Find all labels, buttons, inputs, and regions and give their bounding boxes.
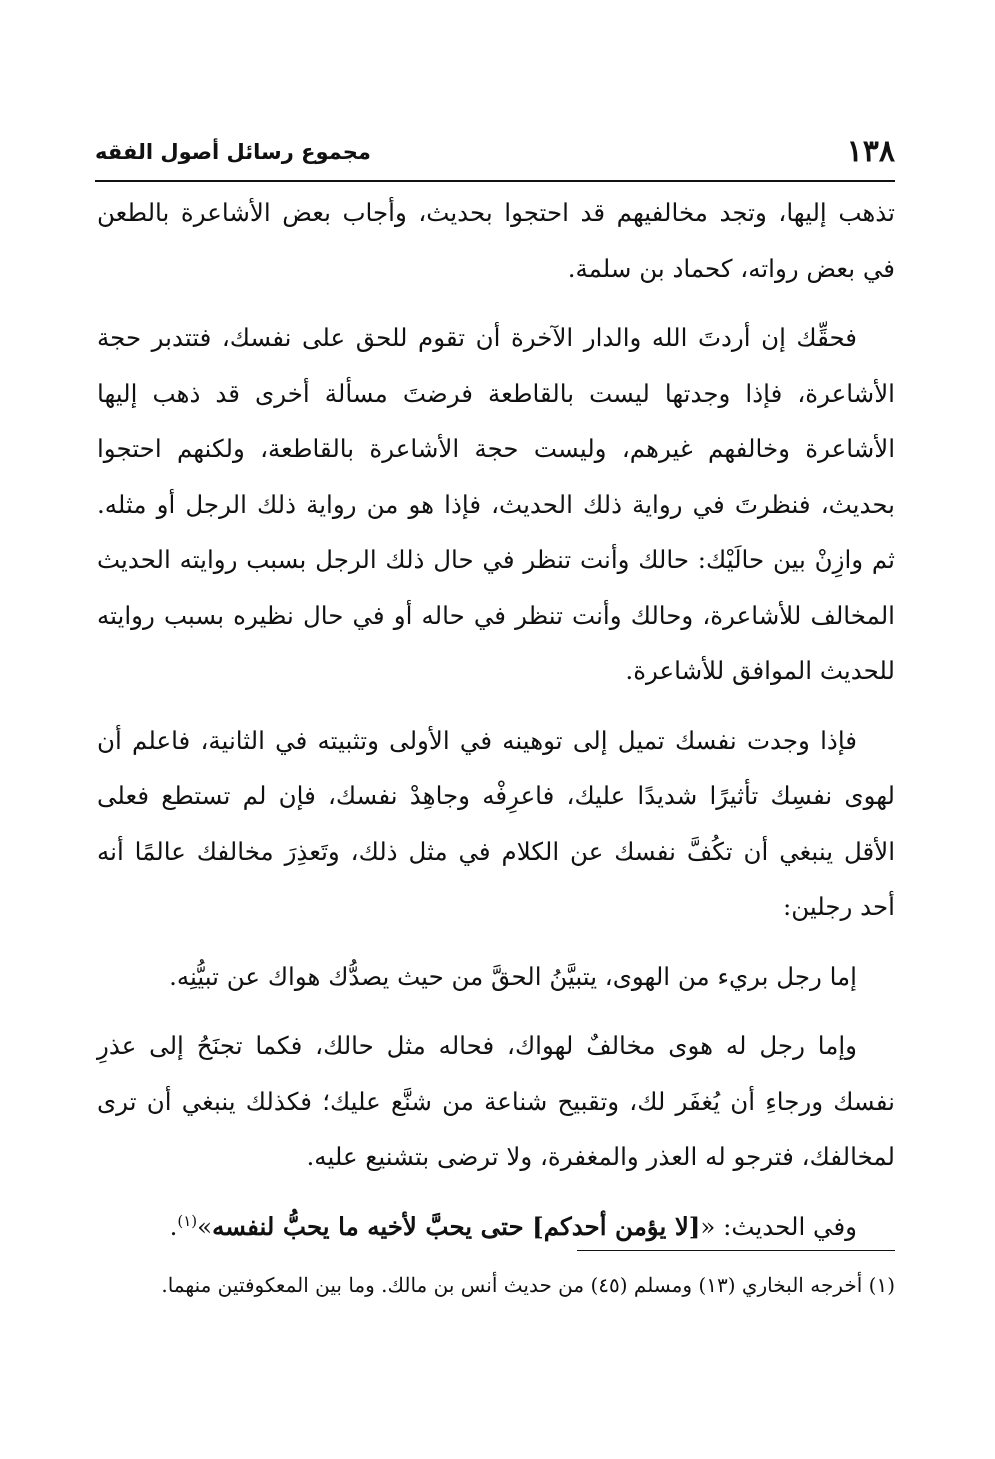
paragraph: إما رجل بريء من الهوى، يتبيَّنُ الحقَّ من حيث يصدُّك هواك عن تبيُّنِه. <box>169 961 857 991</box>
footnote-marker: (١) <box>177 1211 198 1230</box>
body-text <box>97 185 895 1268</box>
paragraph-continuation: تذهب إليها، وتجد مخالفيهم قد احتجوا بحديث، وأجاب بعض الأشاعرة بالطعن في بعض رواته، كحماد بن سلمة. <box>97 198 895 283</box>
hadith-suffix: » <box>197 1211 213 1241</box>
page-header <box>95 132 895 172</box>
hadith-quote: [لا يؤمن أحدكم] حتى يحبَّ لأخيه ما يحبُّ لنفسه <box>212 1211 701 1241</box>
running-title: مجموع رسائل أصول الفقه <box>95 140 371 164</box>
footnotes <box>97 1262 895 1309</box>
footnote-separator <box>577 1250 895 1251</box>
hadith-prefix: وفي الحديث: « <box>700 1211 857 1241</box>
paragraph: وإما رجل له هوى مخالفٌ لهواك، فحاله مثل حالك، فكما تجنَحُ إلى عذرِ نفسك ورجاءِ أن يُغفَر لك، وتقبيح شناعة من شنَّع عليك؛ فكذلك ينبغي أن ترى لمخالفك، فترجو له العذر والمغفرة، ولا ترضى بتشنيع عليه. <box>97 1031 895 1171</box>
hadith-paragraph <box>97 1199 895 1255</box>
hadith-end: . <box>169 1211 178 1241</box>
page-number: ١٣٨ <box>846 134 895 169</box>
footnote: (١) أخرجه البخاري (١٣) ومسلم (٤٥) من حديث أنس بن مالك. وما بين المعكوفتين منهما. <box>161 1273 895 1297</box>
paragraph: فإذا وجدت نفسك تميل إلى توهينه في الأولى وتثبيته في الثانية، فاعلم أن لهوى نفسِك تأثيرًا شديدًا عليك، فاعرِفْه وجاهِدْ نفسك، فإن لم تستطع فعلى الأقل ينبغي أن تكُفَّ نفسك عن الكلام في مثل ذلك، وتَعذِرَ مخالفك عالمًا أنه أحد رجلين: <box>97 725 895 921</box>
header-rule <box>95 180 895 182</box>
paragraph: فحقِّك إن أردتَ الله والدار الآخرة أن تقوم للحق على نفسك، فتتدبر حجة الأشاعرة، فإذا وجدتها ليست بالقاطعة فرضتَ مسألة أخرى قد ذهب إليها الأشاعرة وخالفهم غيرهم، وليست حجة الأشاعرة بالقاطعة، ولكنهم احتجوا بحديث، فنظرتَ في رواية ذلك الحديث، فإذا هو من رواية ذلك الرجل أو مثله. ثم وازِنْ بين حالَيْك: حالك وأنت تنظر في حال ذلك الرجل بسبب روايته الحديث المخالف للأشاعرة، وحالك وأنت تنظر في حاله أو في حال نظيره بسبب روايته للحديث الموافق للأشاعرة. <box>97 323 895 685</box>
